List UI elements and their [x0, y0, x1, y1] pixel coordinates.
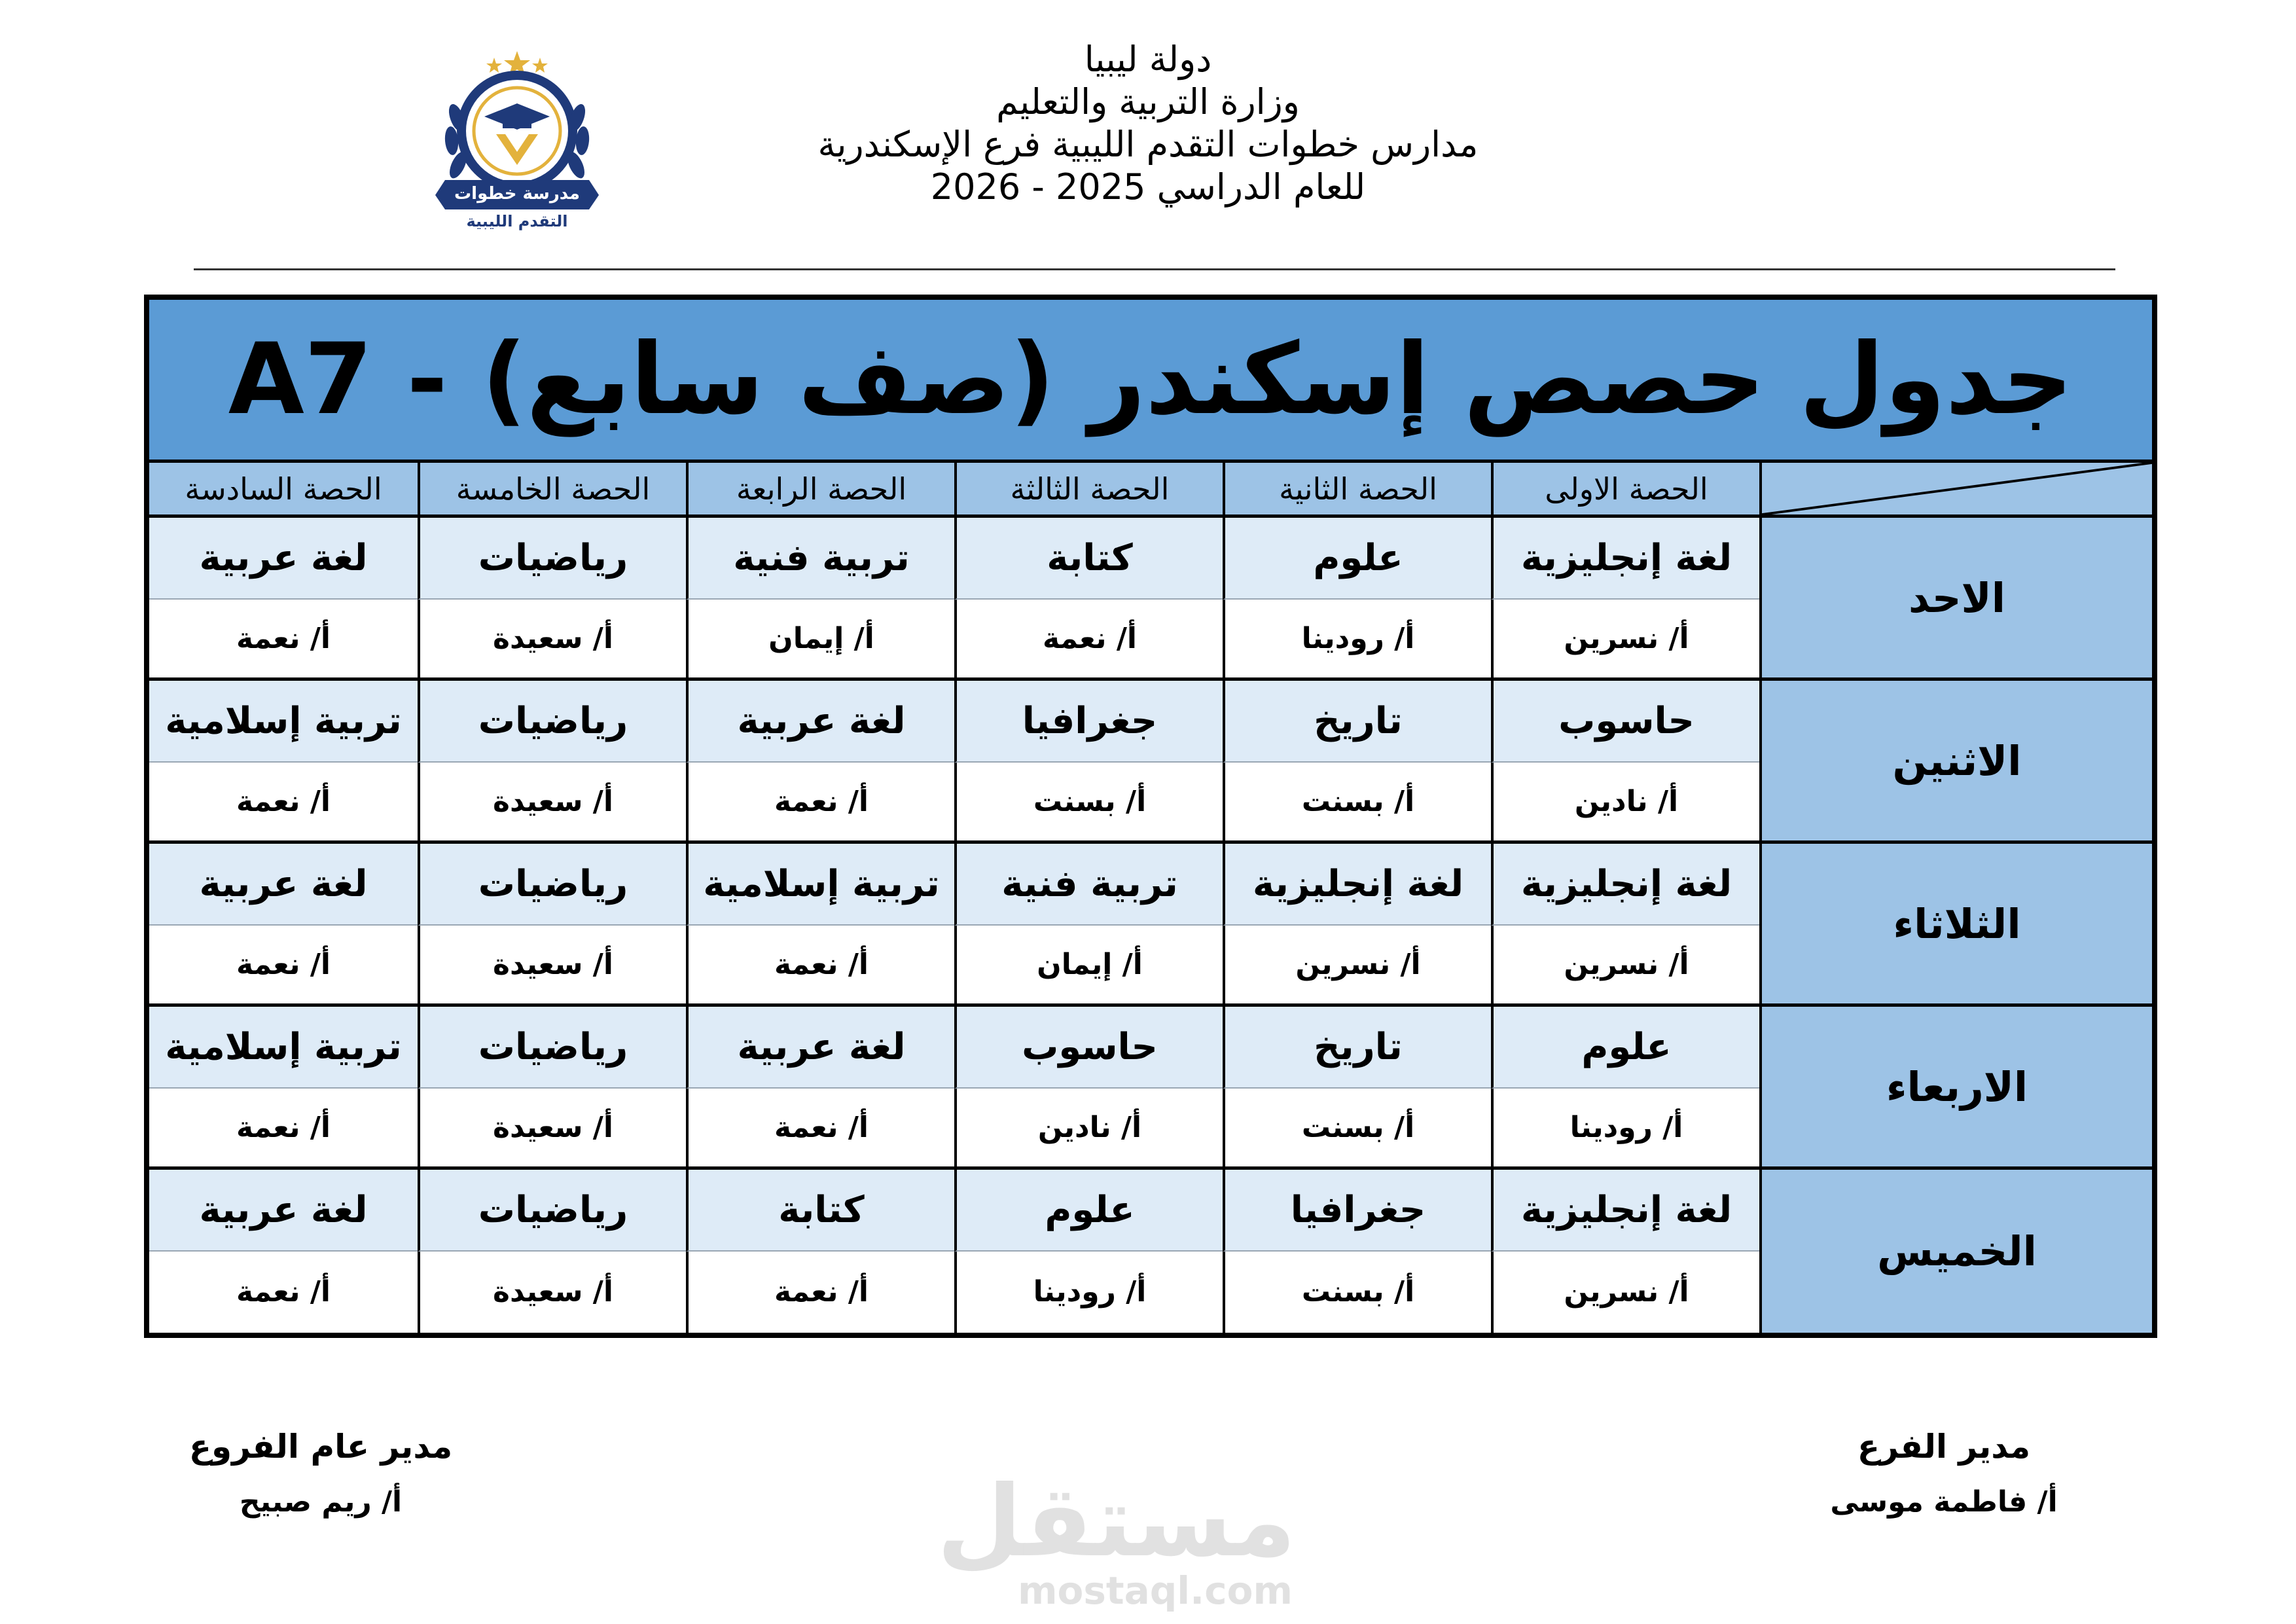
subject-cell: جغرافيا [954, 681, 1223, 763]
teacher-cell: أ/ بسنت [1223, 1089, 1491, 1170]
period-header: الحصة الرابعة [686, 463, 954, 518]
day-label: الاثنين [1759, 681, 2152, 844]
subject-cell: جغرافيا [1223, 1170, 1491, 1252]
document-header [690, 38, 1606, 208]
branch-manager-name: أ/ فاطمة موسى [1830, 1485, 2058, 1519]
timetable-grid [149, 463, 2152, 1333]
teacher-cell: أ/ إيمان [686, 600, 954, 681]
teacher-cell: أ/ نادين [1491, 763, 1759, 844]
header-divider [194, 268, 2115, 270]
subject-cell: كتابة [686, 1170, 954, 1252]
teacher-cell: أ/ نعمة [149, 1089, 418, 1170]
teacher-cell: أ/ نعمة [149, 1252, 418, 1333]
watermark-latin: mostaql.com [1018, 1568, 1293, 1613]
period-header: الحصة الثانية [1223, 463, 1491, 518]
header-line-school: مدارس خطوات التقدم الليبية فرع الإسكندرية [817, 124, 1479, 165]
logo-caption-1: مدرسة خطوات [454, 184, 580, 204]
subject-cell: تربية إسلامية [686, 844, 954, 926]
subject-cell: لغة إنجليزية [1491, 1170, 1759, 1252]
subject-cell: رياضيات [418, 518, 686, 600]
teacher-cell: أ/ سعيدة [418, 600, 686, 681]
subject-cell: رياضيات [418, 1170, 686, 1252]
teacher-cell: أ/ رودينا [1223, 600, 1491, 681]
subject-cell: لغة إنجليزية [1491, 518, 1759, 600]
subject-cell: كتابة [954, 518, 1223, 600]
teacher-cell: أ/ نعمة [149, 763, 418, 844]
teacher-cell: أ/ سعيدة [418, 926, 686, 1007]
branch-manager-signature [1806, 1420, 2081, 1532]
teacher-cell: أ/ نسرين [1491, 600, 1759, 681]
teacher-cell: أ/ نعمة [686, 763, 954, 844]
subject-cell: لغة عربية [149, 1170, 418, 1252]
period-header: الحصة السادسة [149, 463, 418, 518]
subject-cell: تربية فنية [954, 844, 1223, 926]
teacher-cell: أ/ رودينا [954, 1252, 1223, 1333]
day-label: الخميس [1759, 1170, 2152, 1333]
teacher-cell: أ/ نعمة [149, 926, 418, 1007]
teacher-cell: أ/ نعمة [954, 600, 1223, 681]
timetable-title: جدول حصص إسكندر (صف سابع) - A7 [149, 300, 2152, 463]
general-manager-signature [170, 1420, 471, 1532]
teacher-cell: أ/ نادين [954, 1089, 1223, 1170]
subject-cell: لغة إنجليزية [1223, 844, 1491, 926]
day-label: الاحد [1759, 518, 2152, 681]
general-manager-title: مدير عام الفروع [188, 1428, 453, 1466]
teacher-cell: أ/ سعيدة [418, 1089, 686, 1170]
teacher-cell: أ/ إيمان [954, 926, 1223, 1007]
subject-cell: لغة عربية [686, 1007, 954, 1089]
subject-cell: رياضيات [418, 844, 686, 926]
mostaql-watermark [937, 1465, 1296, 1613]
subject-cell: حاسوب [1491, 681, 1759, 763]
school-logo-icon [425, 46, 609, 236]
subject-cell: علوم [1223, 518, 1491, 600]
teacher-cell: أ/ سعيدة [418, 1252, 686, 1333]
subject-cell: علوم [954, 1170, 1223, 1252]
teacher-cell: أ/ نعمة [149, 600, 418, 681]
diagonal-divider [1762, 463, 2152, 514]
teacher-cell: أ/ نعمة [686, 1089, 954, 1170]
watermark-arabic: مستقل [937, 1465, 1296, 1579]
subject-cell: رياضيات [418, 681, 686, 763]
subject-cell: تاريخ [1223, 681, 1491, 763]
subject-cell: حاسوب [954, 1007, 1223, 1089]
logo-caption-2: التقدم الليبية [466, 212, 568, 230]
period-header: الحصة الثالثة [954, 463, 1223, 518]
day-label: الثلاثاء [1759, 844, 2152, 1007]
period-header: الحصة الخامسة [418, 463, 686, 518]
teacher-cell: أ/ سعيدة [418, 763, 686, 844]
subject-cell: تربية إسلامية [149, 1007, 418, 1089]
teacher-cell: أ/ نسرين [1491, 926, 1759, 1007]
subject-cell: تربية فنية [686, 518, 954, 600]
header-line-ministry: وزارة التربية والتعليم [996, 81, 1300, 122]
teacher-cell: أ/ بسنت [1223, 1252, 1491, 1333]
subject-cell: لغة عربية [686, 681, 954, 763]
subject-cell: رياضيات [418, 1007, 686, 1089]
header-line-year: للعام الدراسي 2025 - 2026 [930, 166, 1366, 208]
teacher-cell: أ/ نسرين [1223, 926, 1491, 1007]
teacher-cell: أ/ نسرين [1491, 1252, 1759, 1333]
teacher-cell: أ/ بسنت [1223, 763, 1491, 844]
timetable [144, 295, 2157, 1338]
general-manager-name: أ/ ريم صبيح [239, 1485, 403, 1519]
teacher-cell: أ/ نعمة [686, 926, 954, 1007]
subject-cell: لغة عربية [149, 844, 418, 926]
subject-cell: تاريخ [1223, 1007, 1491, 1089]
day-label: الاربعاء [1759, 1007, 2152, 1170]
subject-cell: علوم [1491, 1007, 1759, 1089]
subject-cell: لغة إنجليزية [1491, 844, 1759, 926]
corner-cell [1759, 463, 2152, 518]
teacher-cell: أ/ بسنت [954, 763, 1223, 844]
subject-cell: لغة عربية [149, 518, 418, 600]
teacher-cell: أ/ رودينا [1491, 1089, 1759, 1170]
period-header: الحصة الاولى [1491, 463, 1759, 518]
branch-manager-title: مدير الفرع [1857, 1428, 2031, 1466]
teacher-cell: أ/ نعمة [686, 1252, 954, 1333]
subject-cell: تربية إسلامية [149, 681, 418, 763]
header-line-country: دولة ليبيا [1084, 39, 1212, 80]
